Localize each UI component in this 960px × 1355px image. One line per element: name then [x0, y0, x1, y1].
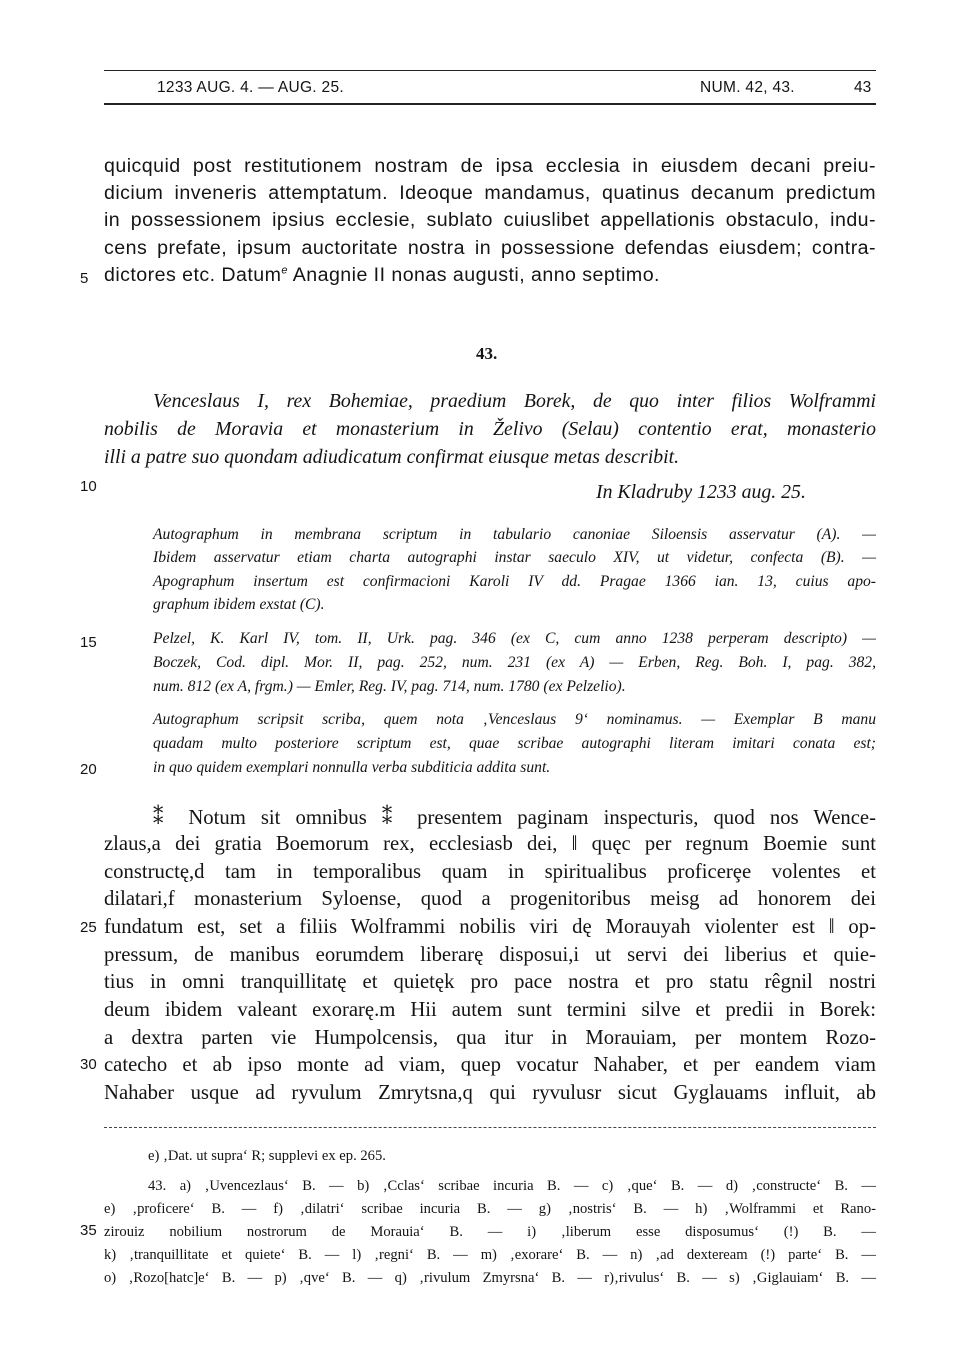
line-number: 35 [80, 1222, 97, 1239]
charter-text-line: Nahaber usque ad ryvulum Zmrytsna,q qui ryvulusr sicut Gyglauams influit, ab [104, 1082, 876, 1104]
notes-line: in quo quidem exemplari nonnulla verba subditicia addita sunt. [153, 759, 551, 776]
editions-line: Boczek, Cod. dipl. Mor. II, pag. 252, num. 231 (ex A) — Erben, Reg. Boh. I, pag. 382, [153, 654, 876, 671]
prev-text-line: in possessionem ipsius ecclesie, sublato cuiuslibet appellationis obstaculo, indu- [104, 209, 876, 231]
charter-text-line: fundatum est, set a filiis Wolframmi nobilis viri dę Morauyah violenter est ‖ op- [104, 916, 876, 938]
line-number: 10 [80, 478, 97, 495]
editions-line: Pelzel, K. Karl IV, tom. II, Urk. pag. 346 (ex C, cum anno 1238 perperam descripto) — [153, 630, 876, 647]
regest-line: illi a patre suo quondam adiudicatum confirmat eiusque metas describit. [104, 446, 680, 468]
header-rule-bottom [104, 103, 876, 105]
document-number: 43. [476, 344, 498, 363]
charter-text-line: constructę,d tam in temporalibus quam in spiritualibus proficerȩe volentes et [104, 861, 876, 883]
footnote-line: k) ‚tranquillitate et quiete‘ B. — l) ‚regni‘ B. — m) ‚exorare‘ B. — n) ‚ad dexteream (!) parte‘ B. — [104, 1247, 876, 1263]
page-number: 43 [854, 79, 872, 96]
footnote-separator [104, 1127, 876, 1128]
charter-text-line: catecho et ab ipso monte ad viam, quep vocatur Nahaber, et per eandem viam [104, 1054, 876, 1076]
header-doc-numbers: NUM. 42, 43. [700, 79, 795, 96]
line-number: 15 [80, 634, 97, 651]
prev-text-line: cens prefate, ipsum auctoritate nostra in possessione defendas eiusdem; contra- [104, 237, 876, 259]
charter-text-line: a dextra parten vie Humpolcensis, qua itur in Morauiam, per montem Rozo- [104, 1027, 876, 1049]
footnote-line: e) ‚Dat. ut supra‘ R; supplevi ex ep. 265. [148, 1148, 386, 1164]
charter-text-line: zlaus,a dei gratia Boemorum rex, ecclesiasb dei, ‖ quęc per regnum Boemie sunt [104, 833, 876, 855]
apparatus-line: Apographum insertum est confirmacioni Karoli IV dd. Pragae 1366 ian. 13, cuius apo- [153, 573, 876, 590]
charter-text-line: tius in omni tranquillitatę et quietęk pro pace nostra et pro statu rêgnil nostri [104, 971, 876, 993]
apparatus-line: Ibidem asservatur etiam charta autographi instar saeculo XIV, ut videtur, confecta (B). — [153, 549, 876, 566]
charter-text-line: dilatari,f monasterium Syloense, quod a progenitoribus meisg ad honorem dei [104, 888, 876, 910]
prev-text-line: quicquid post restitutionem nostram de ipsa ecclesia in eiusdem decani preiu- [104, 155, 876, 177]
line-number: 25 [80, 919, 97, 936]
prev-text-line: dicium inveneris attemptatum. Ideoque mandamus, quatinus decanum predictum [104, 182, 876, 204]
footnote-line: e) ‚proficere‘ B. — f) ‚dilatri‘ scribae incuria B. — g) ‚nostris‘ B. — h) ‚Wolframmi et Rano- [104, 1201, 876, 1217]
charter-text-line: pressum, de manibus eorumdem liberarę disposui,i ut servi dei liberius et quie- [104, 944, 876, 966]
place-date: In Kladruby 1233 aug. 25. [596, 481, 806, 503]
regest-line: Venceslaus I, rex Bohemiae, praedium Borek, de quo inter filios Wolframmi [153, 390, 876, 412]
charter-text-line: deum ibidem valeant exorarę.m Hii autem sunt termini silve et predii in Borek: [104, 999, 876, 1021]
regest-line: nobilis de Moravia et monasterium in Želivo (Selau) contentio erat, monasterio [104, 418, 876, 440]
line-number: 30 [80, 1056, 97, 1073]
editions-line: num. 812 (ex A, frgm.) — Emler, Reg. IV, pag. 714, num. 1780 (ex Pelzelio). [153, 678, 626, 695]
line-number: 5 [80, 270, 89, 287]
footnote-line: zirouiz nobilium nostrorum de Morauia‘ B. — i) ‚liberum esse disposumus‘ (!) B. — [104, 1224, 876, 1240]
line-number: 20 [80, 761, 97, 778]
header-rule-top [104, 70, 876, 71]
header-date-range: 1233 AUG. 4. — AUG. 25. [157, 79, 344, 96]
notes-line: Autographum scripsit scriba, quem nota ‚Venceslaus 9‘ nominamus. — Exemplar B manu [153, 711, 876, 728]
notes-line: quadam multo posteriore scriptum est, quae scribae autographi literam imitari conata est; [153, 735, 876, 752]
apparatus-line: graphum ibidem exstat (C). [153, 596, 325, 613]
charter-text-line: ⁑ Notum sit omnibus ⁑ presentem paginam inspecturis, quod nos Wence- [153, 807, 876, 829]
apparatus-line: Autographum in membrana scriptum in tabulario canoniae Siloensis asservatur (A). — [153, 526, 876, 543]
footnote-line: 43. a) ‚Uvencezlaus‘ B. — b) ‚Cclas‘ scribae incuria B. — c) ‚que‘ B. — d) ‚constructe‘ B. — [148, 1178, 876, 1194]
footnote-line: o) ‚Rozo[hatc]e‘ B. — p) ‚qve‘ B. — q) ‚rivulum Zmyrsna‘ B. — r)‚rivulus‘ B. — s) ‚Giglauiam‘ B. — [104, 1270, 876, 1286]
prev-text-line: dictores etc. Datum$^e$ Anagnie II nonas augusti, anno septimo. [104, 264, 660, 286]
